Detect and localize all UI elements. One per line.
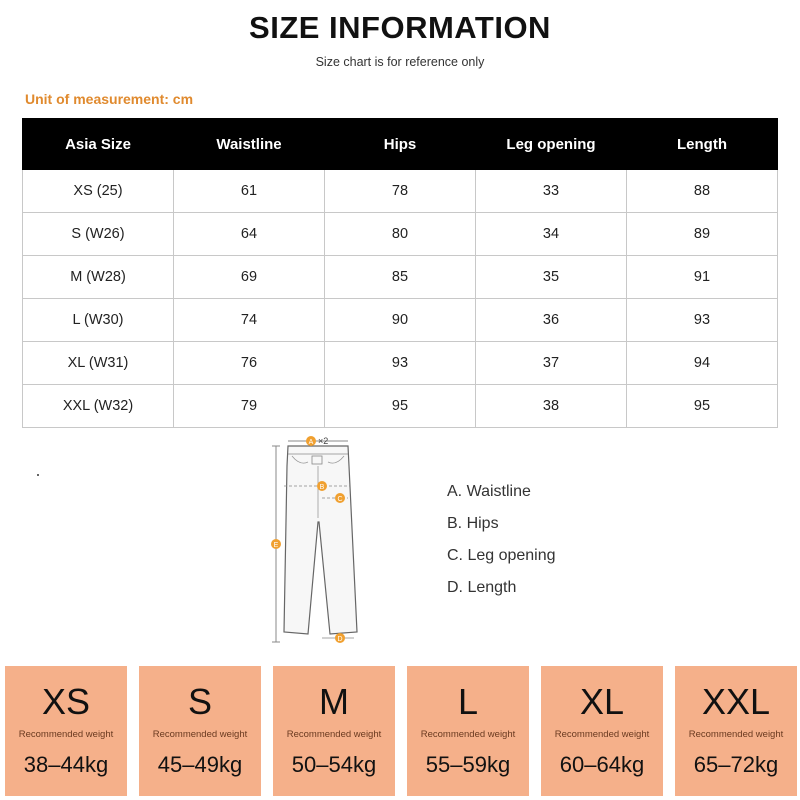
card-caption: Recommended weight <box>18 729 114 740</box>
jeans-outline <box>284 446 357 634</box>
card-caption: Recommended weight <box>152 729 248 740</box>
card-size: S <box>187 681 212 722</box>
page-title: SIZE INFORMATION <box>249 10 551 45</box>
header-waistline: Waistline <box>174 119 325 170</box>
table-cell: 33 <box>476 170 627 213</box>
card-size: XXL <box>701 681 771 722</box>
table-cell: 61 <box>174 170 325 213</box>
table-cell: 69 <box>174 256 325 299</box>
card-weight: 60–64kg <box>559 752 645 777</box>
weight-card-xxl <box>675 666 797 796</box>
marker-a-icon <box>306 436 316 446</box>
table-cell: M (W28) <box>23 256 174 299</box>
size-table <box>22 118 778 428</box>
card-caption: Recommended weight <box>420 729 516 740</box>
table-cell: 95 <box>325 385 476 428</box>
header-leg-opening: Leg opening <box>476 119 627 170</box>
table-row <box>23 342 778 385</box>
table-cell: 89 <box>627 213 778 256</box>
table-cell: 74 <box>174 299 325 342</box>
table-cell: 93 <box>627 299 778 342</box>
svg-text:B: B <box>319 484 325 491</box>
marker-a-multiplier: ×2 <box>318 436 329 446</box>
card-weight: 45–49kg <box>157 752 243 777</box>
table-cell: 91 <box>627 256 778 299</box>
marker-e-icon <box>271 539 281 549</box>
table-cell: 93 <box>325 342 476 385</box>
legend-item-length: D. Length <box>447 579 517 596</box>
card-size: XL <box>579 681 625 722</box>
card-size: M <box>319 681 349 722</box>
legend-item-waistline: A. Waistline <box>447 483 531 500</box>
legend-item-leg-opening: C. Leg opening <box>447 547 556 564</box>
stray-dot <box>37 474 39 476</box>
table-cell: 37 <box>476 342 627 385</box>
table-cell: XL (W31) <box>23 342 174 385</box>
marker-c-icon <box>335 493 345 503</box>
table-row <box>23 385 778 428</box>
marker-b-icon <box>317 481 327 491</box>
card-size: XS <box>41 681 91 722</box>
table-cell: S (W26) <box>23 213 174 256</box>
table-row <box>23 213 778 256</box>
card-weight: 65–72kg <box>693 752 779 777</box>
page-subtitle: Size chart is for reference only <box>315 55 485 69</box>
svg-text:D: D <box>337 636 343 643</box>
unit-label: Unit of measurement: cm <box>25 91 194 107</box>
table-cell: 85 <box>325 256 476 299</box>
table-cell: 34 <box>476 213 627 256</box>
header-hips: Hips <box>325 119 476 170</box>
card-weight: 55–59kg <box>425 752 511 777</box>
table-cell: 79 <box>174 385 325 428</box>
header-asia-size: Asia Size <box>23 119 174 170</box>
table-cell: 76 <box>174 342 325 385</box>
table-cell: 36 <box>476 299 627 342</box>
weight-cards <box>0 666 800 796</box>
table-cell: L (W30) <box>23 299 174 342</box>
table-row <box>23 299 778 342</box>
card-weight: 38–44kg <box>23 752 109 777</box>
weight-card-xl <box>541 666 663 796</box>
weight-card-l <box>407 666 529 796</box>
table-cell: XS (25) <box>23 170 174 213</box>
table-cell: 78 <box>325 170 476 213</box>
table-cell: 80 <box>325 213 476 256</box>
table-cell: 88 <box>627 170 778 213</box>
card-caption: Recommended weight <box>554 729 650 740</box>
table-cell: 35 <box>476 256 627 299</box>
measurement-legend <box>447 480 556 608</box>
weight-card-m <box>273 666 395 796</box>
svg-text:A: A <box>308 439 314 446</box>
weight-card-xs <box>5 666 127 796</box>
card-caption: Recommended weight <box>286 729 382 740</box>
marker-d-icon <box>335 633 345 643</box>
table-cell: 90 <box>325 299 476 342</box>
table-cell: 94 <box>627 342 778 385</box>
header-length: Length <box>627 119 778 170</box>
table-row <box>23 170 778 213</box>
table-cell: 95 <box>627 385 778 428</box>
svg-text:C: C <box>337 496 343 503</box>
card-caption: Recommended weight <box>688 729 784 740</box>
table-cell: 64 <box>174 213 325 256</box>
svg-text:E: E <box>273 542 279 549</box>
table-header-row <box>23 119 778 170</box>
card-size: L <box>457 681 479 722</box>
table-cell: XXL (W32) <box>23 385 174 428</box>
card-weight: 50–54kg <box>291 752 377 777</box>
table-cell: 38 <box>476 385 627 428</box>
jeans-diagram <box>262 432 372 650</box>
weight-card-s <box>139 666 261 796</box>
table-row <box>23 256 778 299</box>
legend-item-hips: B. Hips <box>447 515 499 532</box>
